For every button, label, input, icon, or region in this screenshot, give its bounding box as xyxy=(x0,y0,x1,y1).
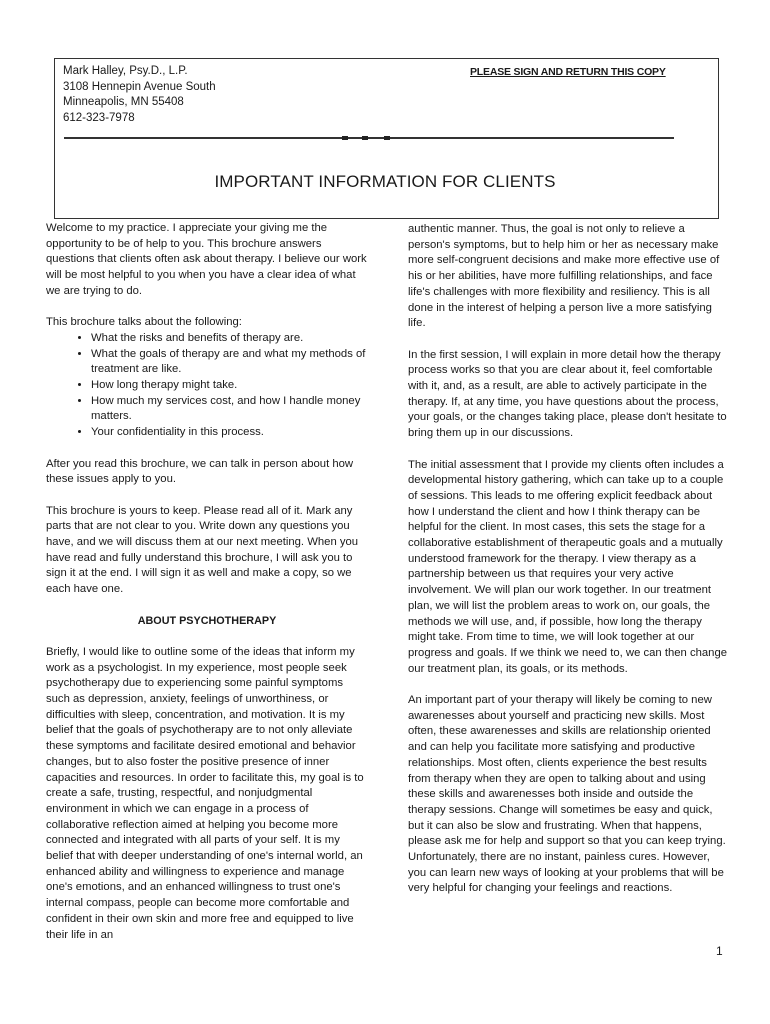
list-item: • What the risks and benefits of therapy are. xyxy=(91,331,368,347)
page-number: 1 xyxy=(716,944,723,958)
address-line: Minneapolis, MN 55408 xyxy=(63,96,184,108)
list-item: • What the goals of therapy are and what my methods of treatment are like. xyxy=(91,347,368,378)
after-read-paragraph: After you read this brochure, we can talk in person about how these issues apply to you. xyxy=(46,457,354,486)
section-heading: ABOUT PSYCHOTHERAPY xyxy=(137,614,277,627)
practitioner-address xyxy=(63,64,216,126)
decorative-divider xyxy=(64,136,674,140)
paragraph: The initial assessment that I provide my clients often includes a developmental history gathering, which can take up to a couple of sessions. This leads to me offering explicit feedback about how I understand the client and how I think therapy can be helpful for the client. In most cases, this sets the stage for a collaborative establishment of therapeutic goals and a mutually understood framework for the therapy. I view therapy as a partnership between us that requires your very active involvement. We will plan our work together. In our treatment plan, we will list the problem areas to work on, our goals, the methods we will use, and, if possible, how long the therapy might take. From time to time, we will look together at our progress and goals. If we think we need to, we can then change our treatment plan, its goals, or its methods. xyxy=(408,458,728,675)
paragraph: authentic manner. Thus, the goal is not only to relieve a person's symptoms, but to help him or her as necessary make more self-congruent decisions and make more effective use of his or her abilities, have more fulfilling relationships, and face life's challenges with more flexibility and resiliency. This is all done in the interest of helping a person live a more satisfying life. xyxy=(408,223,720,330)
keep-paragraph: This brochure is yours to keep. Please read all of it. Mark any parts that are not clear to you. Write down any questions you have, and we will discuss them at our next meeting. When you have read and fully understand this brochure, I will ask you to sign it at the end. I will sign it as well and make a copy, so we each have one. xyxy=(46,504,359,596)
topics-list xyxy=(46,331,368,441)
list-item: • How much my services cost, and how I handle money matters. xyxy=(91,394,368,425)
return-notice: PLEASE SIGN AND RETURN THIS COPY xyxy=(470,66,666,78)
address-line: Mark Halley, Psy.D., L.P. xyxy=(63,65,188,77)
list-item: • Your confidentiality in this process. xyxy=(91,425,368,441)
list-item: • How long therapy might take. xyxy=(91,378,368,394)
right-column xyxy=(408,222,728,913)
about-paragraph: Briefly, I would like to outline some of the ideas that inform my work as a psychologist. In my experience, most people seek psychotherapy due to experiencing some painful symptoms such as depression, anxiety, feelings of unworthiness, or difficulties with sleep, concentration, and motivation. It is my belief that the goals of psychotherapy are to not only alleviate these symptoms and facilitate desired emotional and behavior changes, but to also foster the positive presence of inner capacities and resources. In order to facilitate this, my goal is to create a safe, trusting, respectful, and nonjudgmental environment in which we can engage in a process of collaborative reflection aimed at helping you become more connected and integrated with all parts of your self. It is my belief that with deeper understanding of one's internal world, an enhanced ability and willingness to experience and manage one's emotions, and an enhanced willingness to trust one's internal compass, people can become more comfortable and confident in their own skin and more free and equipped to live their life in an xyxy=(46,645,364,941)
list-intro: This brochure talks about the following: xyxy=(46,316,242,329)
document-title: IMPORTANT INFORMATION FOR CLIENTS xyxy=(214,172,556,191)
left-column xyxy=(46,221,368,959)
address-line: 3108 Hennepin Avenue South xyxy=(63,80,216,93)
paragraph: In the first session, I will explain in more detail how the therapy process works so that you are clear about it, feel comfortable with it, and, as a result, are able to actively participate in the therapy. If, at any time, you have questions about the process, your goals, or the changes taking place, please don't hesitate to bring them up in our discussions. xyxy=(408,348,727,440)
intro-paragraph: Welcome to my practice. I appreciate your giving me the opportunity to be of help to you. This brochure answers questions that clients often ask about therapy. I believe our work will be most helpful to you when you have a clear idea of what we are trying to do. xyxy=(46,222,367,297)
address-line: 612-323-7978 xyxy=(63,111,135,124)
paragraph: An important part of your therapy will likely be coming to new awarenesses about yourself and practicing new skills. Most often, these awarenesses and skills are relationship oriented and can help you facilitate more satisfying and productive relationships. Most often, clients experience the best results from therapy when they are open to talking about and using these skills and awarenesses both inside and outside the therapy sessions. Change will sometimes be easy and quick, but it can also be slow and frustrating. When that happens, please ask me for help and support so that you can keep trying. Unfortunately, there are no instant, painless cures. However, you can learn new ways of looking at your problems that will be very helpful for changing your feelings and reactions. xyxy=(408,694,726,895)
